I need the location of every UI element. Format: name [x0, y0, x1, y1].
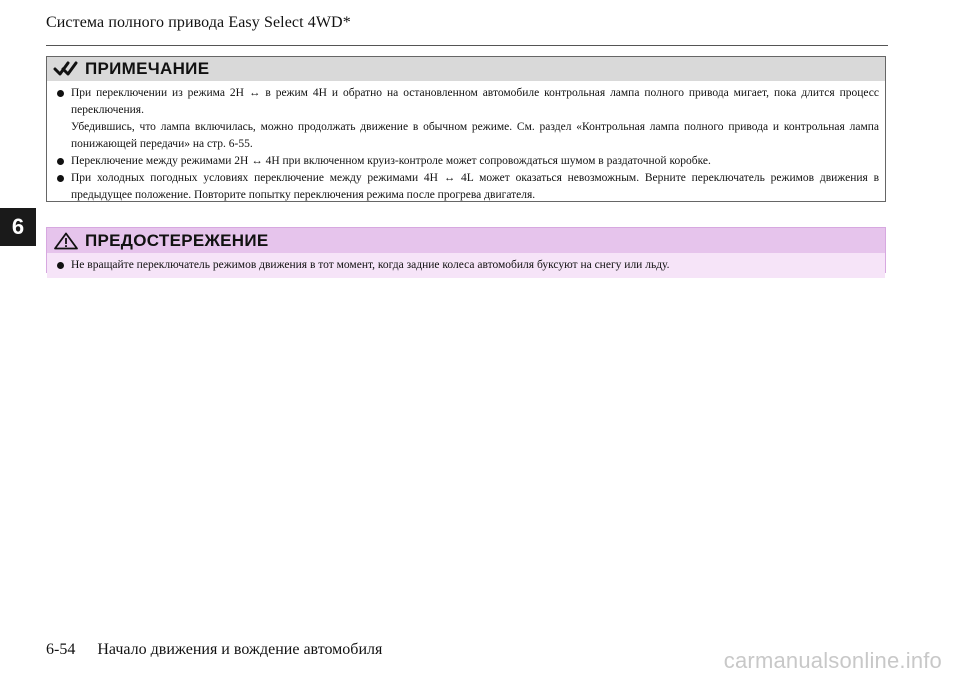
section-title: Начало движения и вождение автомобиля: [97, 641, 383, 658]
warning-heading: ПРЕДОСТЕРЕЖЕНИЕ: [85, 230, 269, 250]
warning-box: [46, 227, 886, 273]
page-footer: [46, 641, 382, 659]
note-item: При холодных погодных условиях переключение между режимами 4H ↔ 4L может оказаться невозможным. Верните переключатель режимов движения в предыдущее положение. Повторите попытку переключения режима после прогрева двигателя.: [55, 170, 879, 204]
warning-triangle-icon: [53, 232, 79, 250]
chapter-tab: 6: [0, 208, 36, 246]
note-body: [47, 81, 885, 208]
note-check-icon: [53, 60, 79, 78]
note-subparagraph: Убедившись, что лампа включилась, можно продолжать движение в обычном режиме. См. раздел «Контрольная лампа полного привода и контрольная лампа понижающей передачи» на стр. 6-55.: [71, 121, 879, 150]
note-item: Переключение между режимами 2H ↔ 4H при включенном круиз-контроле может сопровождаться шумом в раздаточной коробке.: [55, 153, 879, 170]
warning-item: Не вращайте переключатель режимов движения в тот момент, когда задние колеса автомобиля буксуют на снегу или льду.: [55, 257, 879, 274]
page-header-title: Система полного привода Easy Select 4WD*: [46, 14, 351, 31]
warning-header: [47, 228, 885, 253]
note-header: [47, 57, 885, 81]
note-box: [46, 56, 886, 202]
watermark: carmanualsonline.info: [723, 648, 942, 673]
header-divider: [46, 45, 888, 46]
note-heading: ПРИМЕЧАНИЕ: [85, 59, 210, 78]
warning-body: [47, 253, 885, 278]
note-item: При переключении из режима 2H ↔ в режим 4H и обратно на остановленном автомобиле контрольная лампа полного привода мигает, пока длится процесс переключения.: [55, 85, 879, 119]
page-number: 6-54: [46, 641, 76, 658]
